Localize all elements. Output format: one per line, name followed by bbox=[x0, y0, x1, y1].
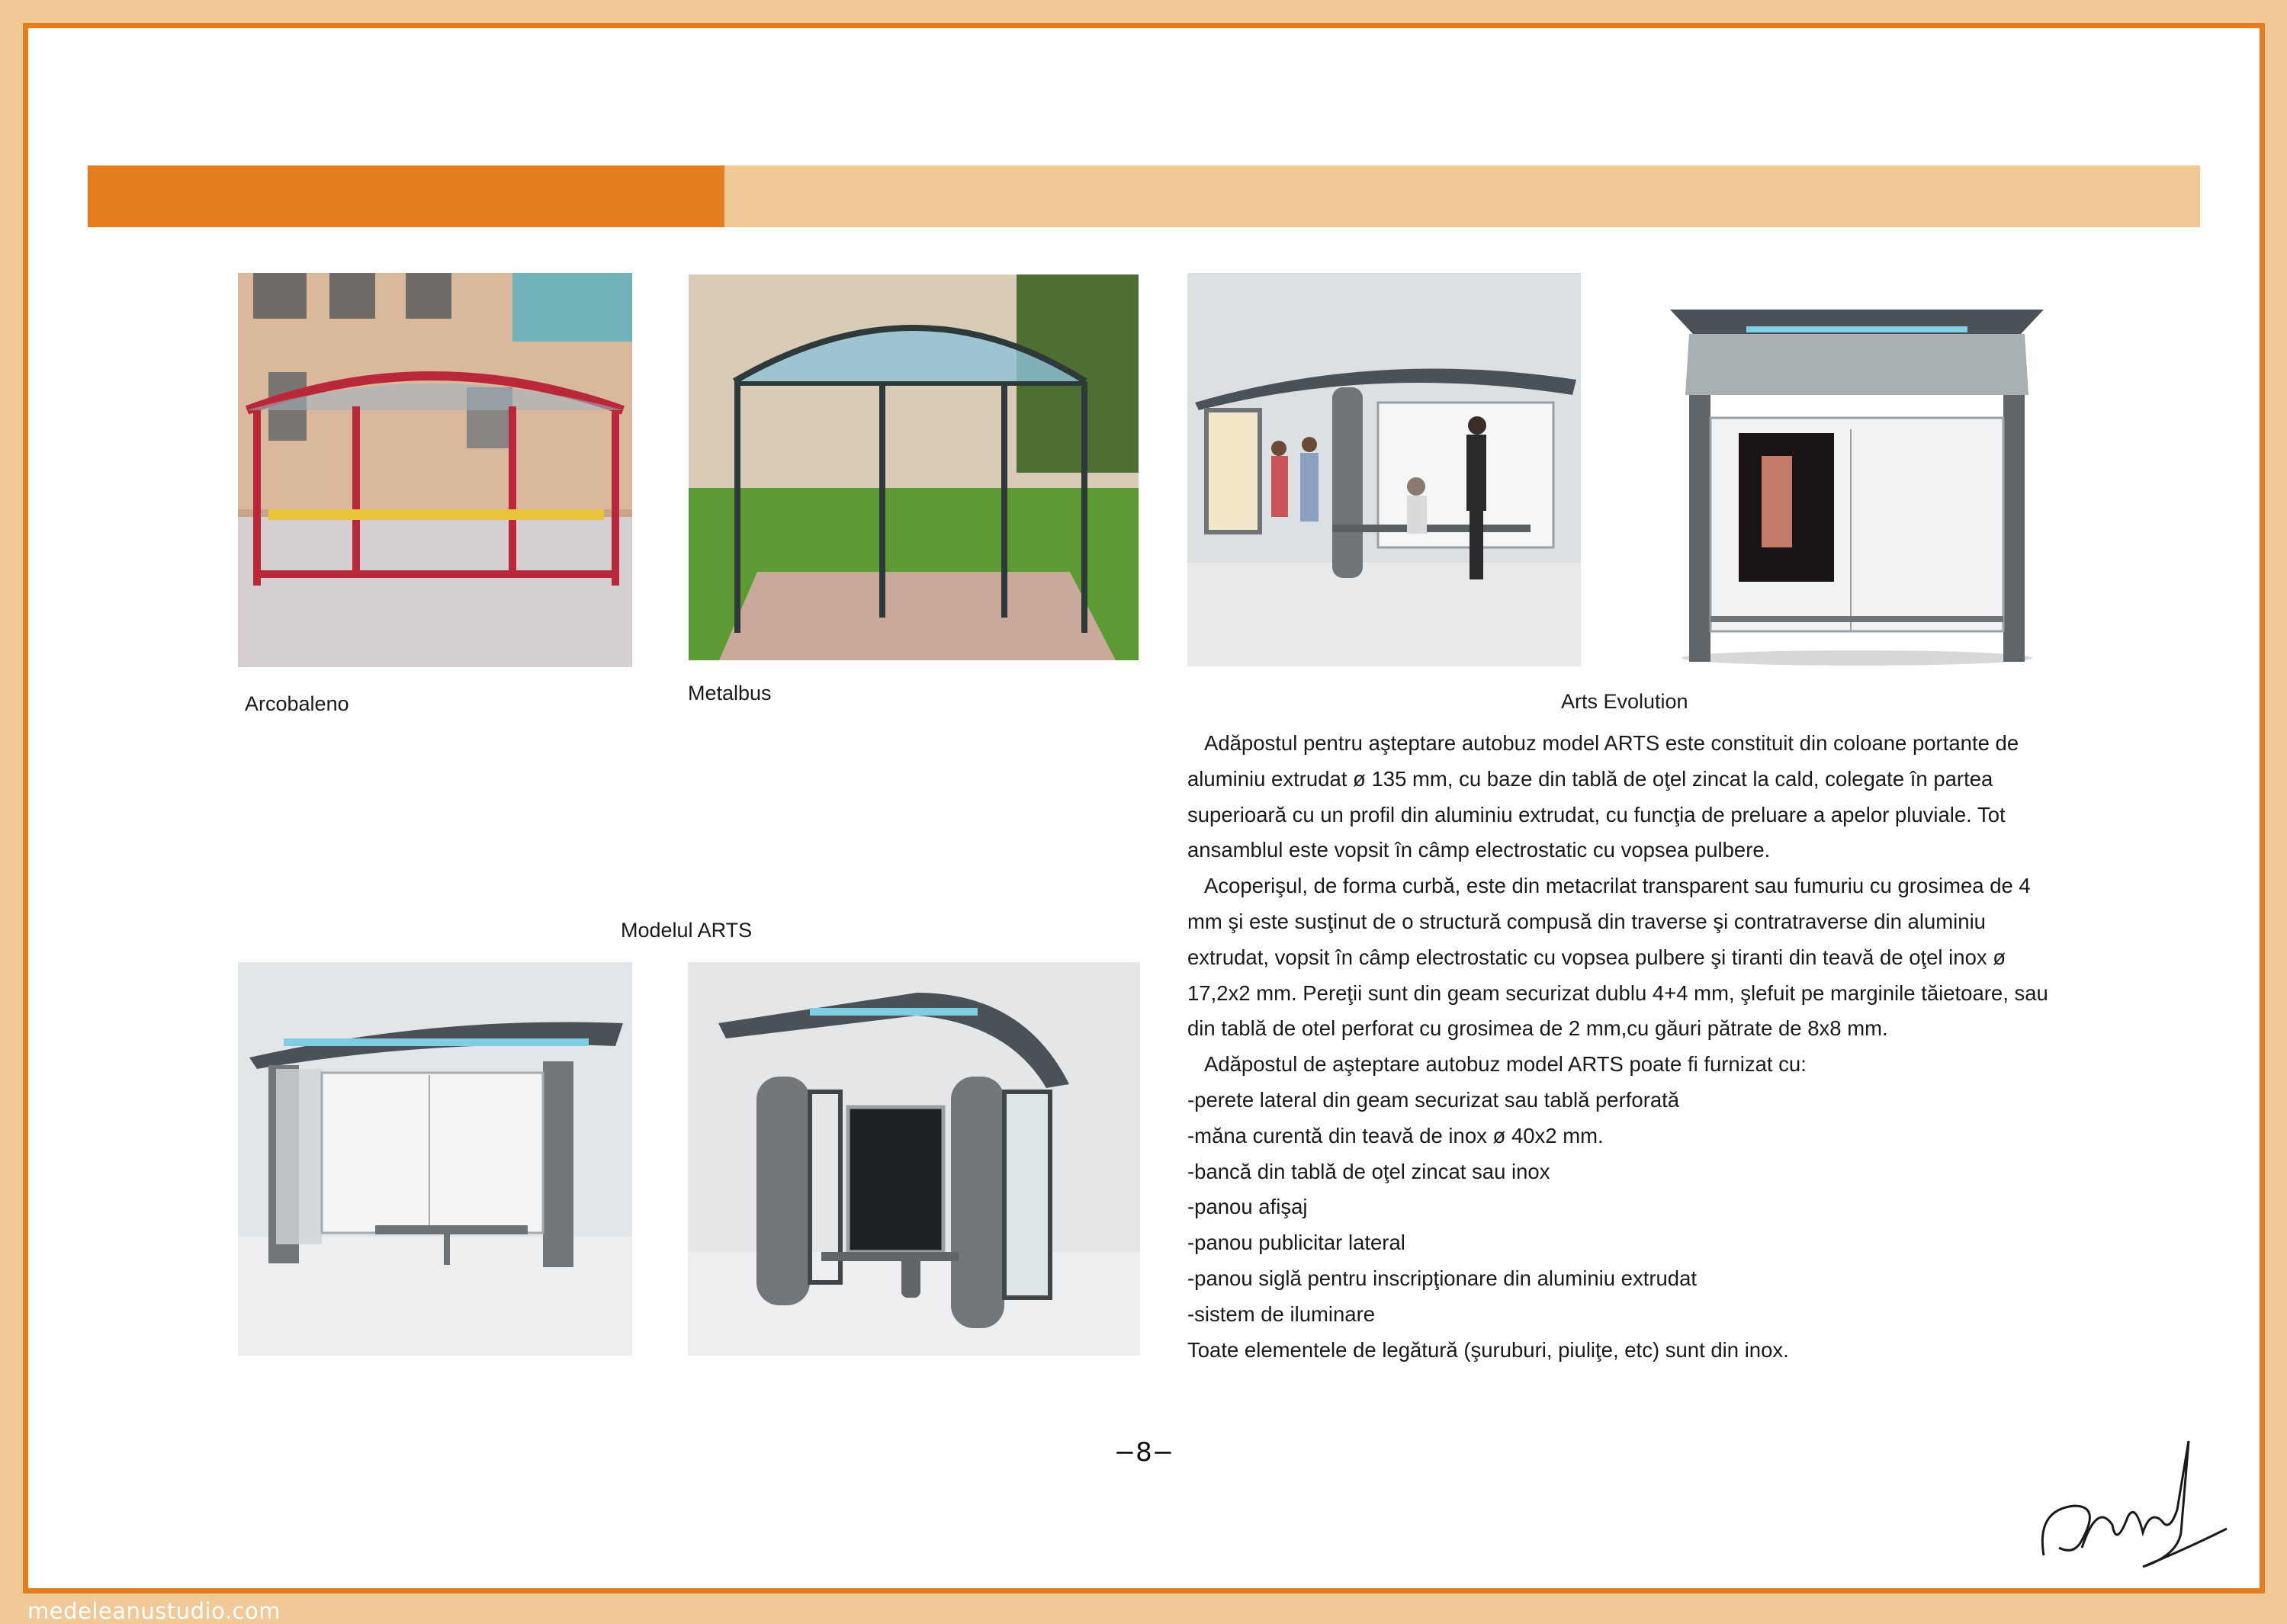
caption-arcobaleno: Arcobaleno bbox=[245, 692, 349, 715]
modelul-arts-photo-1 bbox=[238, 962, 632, 1356]
arts-evolution-photo-2 bbox=[1670, 303, 2044, 666]
modelul-arts-photo-2 bbox=[688, 962, 1140, 1356]
description-list-item: -măna curentă din teavă de inox ø 40x2 mm. bbox=[1187, 1123, 1604, 1147]
metalbus-photo bbox=[689, 274, 1139, 660]
description-closing: Toate elementele de legătură (şuruburi, piuliţe, etc) sunt din inox. bbox=[1187, 1337, 1789, 1362]
page-number: −8− bbox=[1113, 1437, 1174, 1468]
description-list-item: -bancă din tablă de oţel zincat sau inox bbox=[1187, 1159, 1550, 1183]
description-paragraph-3: Adăpostul de aşteptare autobuz model ARTS poate fi furnizat cu: bbox=[1204, 1052, 1807, 1077]
description-text bbox=[1187, 726, 2057, 1368]
description-list-item: -perete lateral din geam securizat sau tablă perforată bbox=[1187, 1087, 1680, 1112]
header-bar-light bbox=[724, 165, 2200, 227]
description-list-item: -panou publicitar lateral bbox=[1187, 1231, 1405, 1255]
header-bar-accent bbox=[88, 165, 724, 227]
arcobaleno-photo bbox=[238, 273, 632, 667]
caption-arts-evolution: Arts Evolution bbox=[1561, 690, 1688, 713]
description-paragraph-1: Adăpostul pentru aşteptare autobuz model ARTS este constituit din coloane portante de aluminiu extrudat ø 135 mm, cu baze din tablă de oţel zincat la cald, colegate în partea superioară cu un profil din aluminiu extrudat, cu funcţia de preluare a apelor pluviale. Tot ansamblul este vopsit în câmp electrostatic cu vopsea pulbere. bbox=[1187, 731, 2019, 862]
caption-metalbus: Metalbus bbox=[688, 682, 772, 704]
description-list-item: -panou afişaj bbox=[1187, 1195, 1308, 1219]
caption-modelul-arts: Modelul ARTS bbox=[621, 919, 753, 942]
description-list-item: -panou siglă pentru inscripţionare din aluminiu extrudat bbox=[1187, 1266, 1698, 1290]
description-list-item: -sistem de iluminare bbox=[1187, 1301, 1376, 1326]
watermark: medeleanustudio.com bbox=[27, 1598, 281, 1624]
signature bbox=[2028, 1433, 2234, 1571]
arts-evolution-photo-1 bbox=[1187, 273, 1581, 666]
description-paragraph-2: Acoperişul, de forma curbă, este din metacrilat transparent sau fumuriu cu grosimea de 4 mm şi este susţinut de o structură compusă din traverse şi contratraverse din aluminiu extrudat, vopsit în câmp electrostatic cu vopsea pulbere şi tiranti din teavă de oţel inox ø 17,2x2 mm. Pereţii sunt din geam securizat dublu 4+4 mm, şlefuit pe marginile tăietoare, sau din tablă de otel perforat cu grosimea de 2 mm,cu găuri pătrate de 8x8 mm. bbox=[1187, 874, 2048, 1041]
